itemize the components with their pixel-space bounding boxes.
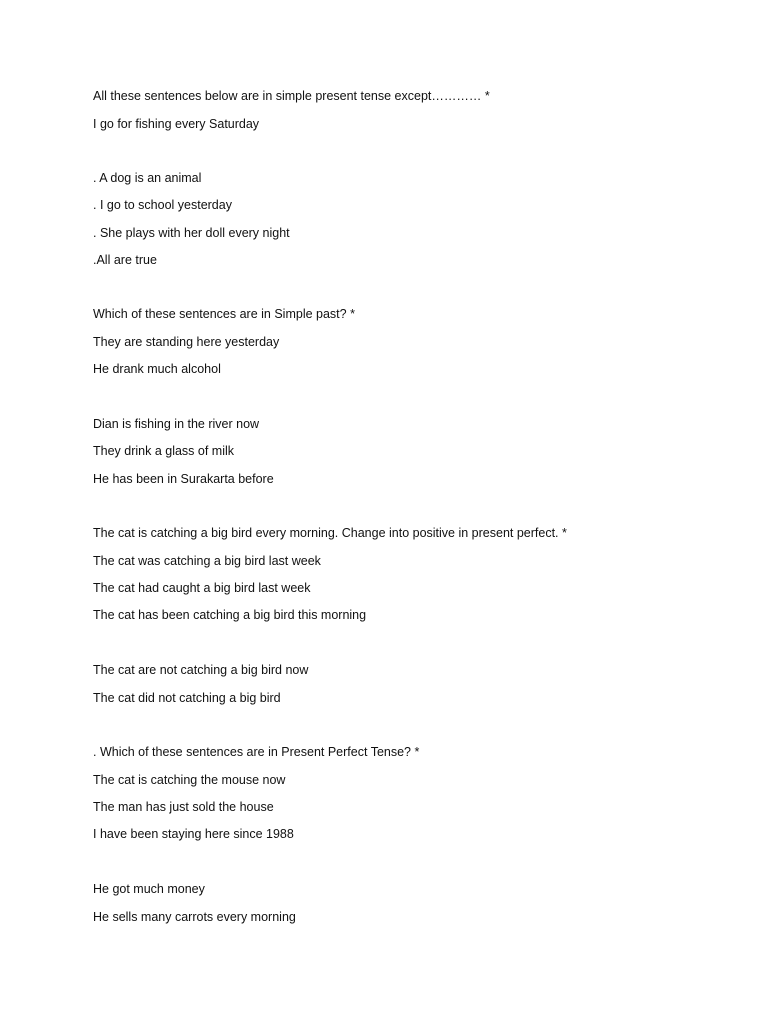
question-3-prompt: The cat is catching a big bird every morning. Change into positive in present perfect. * [93, 526, 567, 540]
question-2-option-4: They drink a glass of milk [93, 444, 235, 458]
question-3-option-2: The cat had caught a big bird last week [93, 581, 311, 595]
question-4-option-2: The man has just sold the house [93, 800, 274, 814]
question-1-option-3: . I go to school yesterday [93, 198, 232, 212]
question-3-option-4: The cat are not catching a big bird now [93, 663, 309, 677]
question-1-option-5: .All are true [93, 253, 157, 267]
question-1-prompt: All these sentences below are in simple present tense except………… * [93, 89, 490, 103]
question-2-option-3: Dian is fishing in the river now [93, 417, 260, 431]
question-2-option-1: They are standing here yesterday [93, 335, 280, 349]
question-1-option-4: . She plays with her doll every night [93, 226, 290, 240]
question-3-option-1: The cat was catching a big bird last week [93, 554, 321, 568]
question-4-option-1: The cat is catching the mouse now [93, 773, 286, 787]
question-1-option-1: I go for fishing every Saturday [93, 117, 260, 131]
question-3-option-5: The cat did not catching a big bird [93, 691, 281, 705]
question-4-option-4: He got much money [93, 882, 205, 896]
question-2-option-5: He has been in Surakarta before [93, 472, 274, 486]
question-4-option-3: I have been staying here since 1988 [93, 827, 294, 841]
question-2-prompt: Which of these sentences are in Simple past? * [93, 307, 355, 321]
question-1-option-2: . A dog is an animal [93, 171, 202, 185]
question-4-option-5: He sells many carrots every morning [93, 910, 296, 924]
question-3-option-3: The cat has been catching a big bird this morning [93, 608, 367, 622]
question-2-option-2: He drank much alcohol [93, 362, 221, 376]
question-4-prompt: . Which of these sentences are in Present Perfect Tense? * [93, 745, 420, 759]
